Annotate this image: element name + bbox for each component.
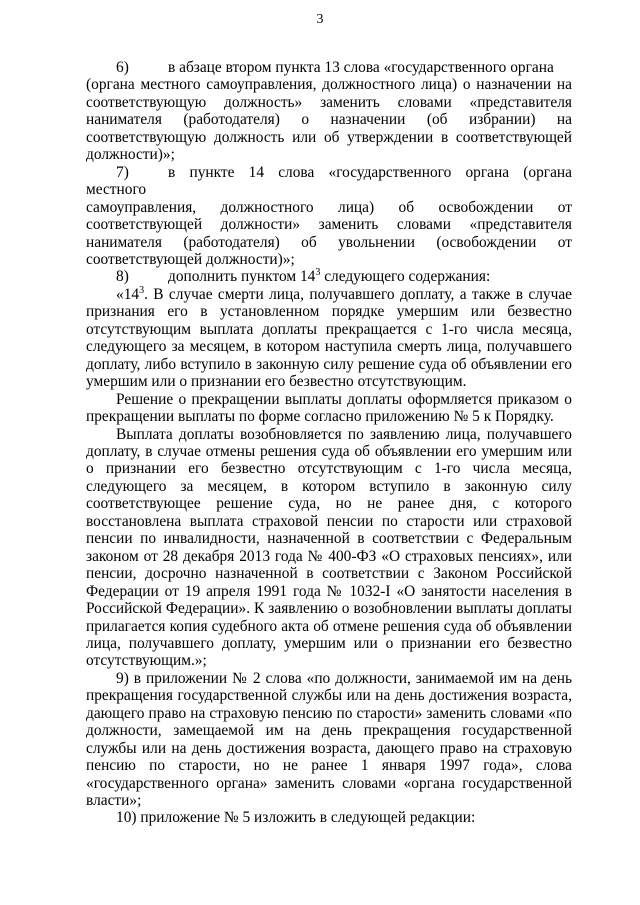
point-14-3-quote-open: «14 [116,285,140,303]
point-14-3-text: . В случае смерти лица, получавшего доплату, а также в случае признания его в установленном порядке умершим или безвестно отсутствующим выплата доплаты прекращается с 1-го числа месяца, следующего за месяцем, в котором наступила смерть лица, получавшего доплату, либо вступило в законную силу решение суда об объявлении его умершим или о признании его безвестно отсутствующим. [86,285,572,391]
item-number: 6) [116,59,129,76]
superscript: 3 [315,267,321,279]
point-14-3-paragraph-2: Решение о прекращении выплаты доплаты оформляется приказом о прекращении выплаты по форме согласно приложению № 5 к Порядку. [86,390,572,426]
point-14-3-paragraph-1 [86,286,572,391]
item-lead-text [168,268,490,285]
page-number: 3 [316,12,324,27]
item-number: 7) [116,163,129,181]
amendment-item-7 [86,164,572,199]
amendment-item-9: 9) в приложении № 2 слова «по должности, занимаемой им на день прекращения государственной службы или на день достижения возраста, дающего право на страховую пенсию по старости» заменить словами «по должности, замещаемой им на день прекращения государственной службы или на день достижения возраста, дающего право на страховую пенсию по старости, но не ранее 1 января 1997 года», слова «государственного органа» заменить словами «органа государственной власти»; [86,669,572,810]
amendment-item-7-continuation: самоуправления, должностного лица) об освобождении от соответствующей должности» заменить словами «представителя нанимателя (работодателя) об увольнении (освобождении от соответствующей должности)»; [86,198,572,268]
point-14-3-paragraph-3: Выплата доплаты возобновляется по заявлению лица, получавшего доплату, в случае отмены решения суда об объявлении его умершим или о признании его безвестно отсутствующим с 1-го числа месяца, следующего за месяцем, в котором вступило в законную силу соответствующее решение суда, но не ранее дня, с которого восстановлена выплата страховой пенсии по старости или страховой пенсии по инвалидности, назначенной в соответствии с Федеральным законом от 28 декабря 2013 года № 400-ФЗ «О страховых пенсиях», или пенсии, досрочно назначенной в соответствии с Законом Российской Федерации от 19 апреля 1991 года № 1032-I «О занятости населения в Российской Федерации». К заявлению о возобновлении выплаты доплаты прилагается копия судебного акта об отмене решения суда об объявлении лица, получавшего доплату, умершим или о признании его безвестно отсутствующим.»; [86,425,572,670]
item-number: 8) [116,268,129,286]
document-body [86,59,572,827]
amendment-item-10: 10) приложение № 5 изложить в следующей редакции: [116,809,476,827]
item-lead-text: в абзаце втором пункта 13 слова «государственного органа [168,59,554,76]
item-lead-text: в пункте 14 слова «государственного органа (органа местного [86,163,572,199]
superscript: 3 [139,284,145,296]
amendment-item-6 [86,59,572,76]
amendment-item-6-continuation: (органа местного самоуправления, должностного лица) о назначении на соответствующую должность» заменить словами «представителя нанимателя (работодателя) о назначении (об избрании) на соответствующую должность или об утверждении в соответствующей должности)»; [86,76,572,164]
amendment-item-8 [86,268,572,285]
item-lead-before-sup: дополнить пунктом 14 [168,268,316,286]
item-lead-after-sup: следующего содержания: [320,268,491,286]
